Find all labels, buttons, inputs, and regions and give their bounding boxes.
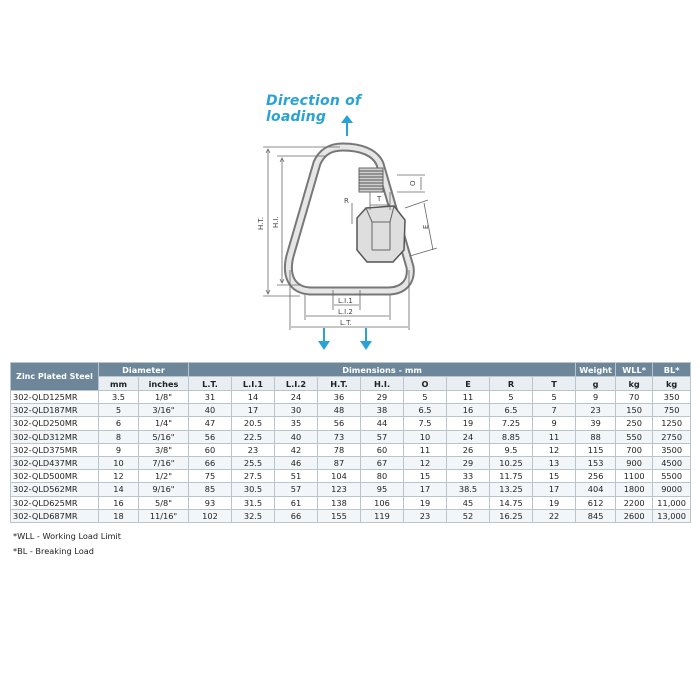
value-cell: 45 <box>447 496 490 509</box>
unit-header-cell: kg <box>653 377 691 391</box>
value-cell: 25.5 <box>232 456 275 469</box>
value-cell: 10 <box>404 430 447 443</box>
value-cell: 87 <box>318 456 361 469</box>
value-cell: 31.5 <box>232 496 275 509</box>
value-cell: 46 <box>275 456 318 469</box>
value-cell: 1/8" <box>139 391 189 404</box>
unit-header-cell: O <box>404 377 447 391</box>
unit-header-cell: mm <box>99 377 139 391</box>
value-cell: 30 <box>275 404 318 417</box>
value-cell: 12 <box>533 443 576 456</box>
model-cell: 302-QLD625MR <box>11 496 99 509</box>
value-cell: 612 <box>576 496 616 509</box>
unit-header-cell: H.I. <box>361 377 404 391</box>
value-cell: 17 <box>533 483 576 496</box>
model-cell: 302-QLD312MR <box>11 430 99 443</box>
value-cell: 22.5 <box>232 430 275 443</box>
value-cell: 10.25 <box>490 456 533 469</box>
value-cell: 20.5 <box>232 417 275 430</box>
table-row <box>11 391 691 404</box>
value-cell: 52 <box>447 509 490 522</box>
value-cell: 56 <box>318 417 361 430</box>
value-cell: 6.5 <box>404 404 447 417</box>
value-cell: 39 <box>576 417 616 430</box>
value-cell: 9 <box>533 417 576 430</box>
model-cell: 302-QLD437MR <box>11 456 99 469</box>
value-cell: 1250 <box>653 417 691 430</box>
value-cell: 845 <box>576 509 616 522</box>
footnote-wll: *WLL - Working Load Limit <box>13 531 122 541</box>
value-cell: 14.75 <box>490 496 533 509</box>
model-cell: 302-QLD250MR <box>11 417 99 430</box>
value-cell: 3/16" <box>139 404 189 417</box>
value-cell: 22 <box>533 509 576 522</box>
unit-header-cell: g <box>576 377 616 391</box>
value-cell: 36 <box>318 391 361 404</box>
value-cell: 61 <box>275 496 318 509</box>
value-cell: 26 <box>447 443 490 456</box>
label-li1: L.I.1 <box>338 297 353 305</box>
value-cell: 11 <box>404 443 447 456</box>
label-o: O <box>409 180 417 186</box>
value-cell: 23 <box>404 509 447 522</box>
value-cell: 57 <box>361 430 404 443</box>
value-cell: 33 <box>447 470 490 483</box>
value-cell: 1/4" <box>139 417 189 430</box>
value-cell: 1/2" <box>139 470 189 483</box>
value-cell: 900 <box>616 456 653 469</box>
value-cell: 44 <box>361 417 404 430</box>
value-cell: 56 <box>189 430 232 443</box>
value-cell: 48 <box>318 404 361 417</box>
value-cell: 3/8" <box>139 443 189 456</box>
value-cell: 24 <box>275 391 318 404</box>
model-cell: 302-QLD562MR <box>11 483 99 496</box>
value-cell: 104 <box>318 470 361 483</box>
table-group-header-row <box>11 363 691 377</box>
value-cell: 4500 <box>653 456 691 469</box>
arrow-up-icon <box>341 115 353 136</box>
value-cell: 9000 <box>653 483 691 496</box>
table-row <box>11 483 691 496</box>
specifications-table <box>10 362 691 523</box>
label-ht: H.T. <box>257 216 265 230</box>
value-cell: 123 <box>318 483 361 496</box>
value-cell: 9/16" <box>139 483 189 496</box>
value-cell: 23 <box>576 404 616 417</box>
value-cell: 78 <box>318 443 361 456</box>
value-cell: 29 <box>447 456 490 469</box>
label-lt: L.T. <box>340 319 352 327</box>
value-cell: 67 <box>361 456 404 469</box>
unit-header-cell: kg <box>616 377 653 391</box>
value-cell: 13,000 <box>653 509 691 522</box>
thread-section <box>359 168 383 192</box>
value-cell: 51 <box>275 470 318 483</box>
table-row <box>11 404 691 417</box>
value-cell: 11 <box>533 430 576 443</box>
wll-header: WLL* <box>616 363 653 377</box>
unit-header-cell: E <box>447 377 490 391</box>
value-cell: 66 <box>189 456 232 469</box>
value-cell: 31 <box>189 391 232 404</box>
unit-header-cell: H.T. <box>318 377 361 391</box>
table-row <box>11 430 691 443</box>
value-cell: 8 <box>99 430 139 443</box>
value-cell: 2750 <box>653 430 691 443</box>
value-cell: 95 <box>361 483 404 496</box>
value-cell: 155 <box>318 509 361 522</box>
value-cell: 80 <box>361 470 404 483</box>
value-cell: 5500 <box>653 470 691 483</box>
value-cell: 29 <box>361 391 404 404</box>
value-cell: 14 <box>99 483 139 496</box>
value-cell: 3500 <box>653 443 691 456</box>
value-cell: 13 <box>533 456 576 469</box>
value-cell: 5/16" <box>139 430 189 443</box>
value-cell: 5 <box>533 391 576 404</box>
value-cell: 7.25 <box>490 417 533 430</box>
value-cell: 27.5 <box>232 470 275 483</box>
value-cell: 256 <box>576 470 616 483</box>
value-cell: 75 <box>189 470 232 483</box>
value-cell: 93 <box>189 496 232 509</box>
value-cell: 88 <box>576 430 616 443</box>
value-cell: 23 <box>232 443 275 456</box>
diameter-header: Diameter <box>99 363 189 377</box>
value-cell: 57 <box>275 483 318 496</box>
value-cell: 250 <box>616 417 653 430</box>
direction-of-loading-title: Direction of loading <box>266 93 362 125</box>
value-cell: 16.25 <box>490 509 533 522</box>
value-cell: 35 <box>275 417 318 430</box>
table-row <box>11 443 691 456</box>
value-cell: 1100 <box>616 470 653 483</box>
table-row <box>11 496 691 509</box>
table-row <box>11 456 691 469</box>
value-cell: 12 <box>99 470 139 483</box>
value-cell: 11/16" <box>139 509 189 522</box>
value-cell: 119 <box>361 509 404 522</box>
hex-nut <box>357 206 405 262</box>
value-cell: 15 <box>533 470 576 483</box>
dimensions-header: Dimensions - mm <box>189 363 576 377</box>
value-cell: 18 <box>99 509 139 522</box>
value-cell: 153 <box>576 456 616 469</box>
weight-header: Weight <box>576 363 616 377</box>
value-cell: 19 <box>533 496 576 509</box>
value-cell: 30.5 <box>232 483 275 496</box>
model-cell: 302-QLD687MR <box>11 509 99 522</box>
value-cell: 11.75 <box>490 470 533 483</box>
label-li2: L.I.2 <box>338 308 353 316</box>
value-cell: 150 <box>616 404 653 417</box>
value-cell: 404 <box>576 483 616 496</box>
value-cell: 2200 <box>616 496 653 509</box>
value-cell: 5 <box>490 391 533 404</box>
value-cell: 9 <box>576 391 616 404</box>
unit-header-cell: L.T. <box>189 377 232 391</box>
value-cell: 70 <box>616 391 653 404</box>
bl-header: BL* <box>653 363 691 377</box>
value-cell: 38.5 <box>447 483 490 496</box>
label-t: T <box>377 195 382 203</box>
value-cell: 17 <box>232 404 275 417</box>
model-cell: 302-QLD125MR <box>11 391 99 404</box>
unit-header-cell: T <box>533 377 576 391</box>
table-unit-header-row <box>11 377 691 391</box>
value-cell: 17 <box>404 483 447 496</box>
value-cell: 40 <box>275 430 318 443</box>
value-cell: 19 <box>447 417 490 430</box>
value-cell: 7 <box>533 404 576 417</box>
model-cell: 302-QLD500MR <box>11 470 99 483</box>
value-cell: 47 <box>189 417 232 430</box>
value-cell: 13.25 <box>490 483 533 496</box>
value-cell: 11,000 <box>653 496 691 509</box>
value-cell: 60 <box>361 443 404 456</box>
value-cell: 85 <box>189 483 232 496</box>
value-cell: 73 <box>318 430 361 443</box>
arrow-down-icon <box>318 328 372 350</box>
value-cell: 6.5 <box>490 404 533 417</box>
label-hi: H.I. <box>272 216 280 228</box>
material-header: Zinc Plated Steel <box>11 363 99 391</box>
value-cell: 60 <box>189 443 232 456</box>
value-cell: 9 <box>99 443 139 456</box>
value-cell: 138 <box>318 496 361 509</box>
value-cell: 7.5 <box>404 417 447 430</box>
value-cell: 16 <box>447 404 490 417</box>
value-cell: 6 <box>99 417 139 430</box>
value-cell: 3.5 <box>99 391 139 404</box>
value-cell: 106 <box>361 496 404 509</box>
value-cell: 8.85 <box>490 430 533 443</box>
value-cell: 66 <box>275 509 318 522</box>
footnote-bl: *BL - Breaking Load <box>13 546 94 556</box>
value-cell: 10 <box>99 456 139 469</box>
value-cell: 32.5 <box>232 509 275 522</box>
unit-header-cell: inches <box>139 377 189 391</box>
value-cell: 14 <box>232 391 275 404</box>
unit-header-cell: R <box>490 377 533 391</box>
value-cell: 9.5 <box>490 443 533 456</box>
value-cell: 7/16" <box>139 456 189 469</box>
unit-header-cell: L.I.2 <box>275 377 318 391</box>
value-cell: 24 <box>447 430 490 443</box>
unit-header-cell: L.I.1 <box>232 377 275 391</box>
model-cell: 302-QLD375MR <box>11 443 99 456</box>
value-cell: 1800 <box>616 483 653 496</box>
value-cell: 16 <box>99 496 139 509</box>
value-cell: 350 <box>653 391 691 404</box>
value-cell: 12 <box>404 456 447 469</box>
table-row <box>11 417 691 430</box>
value-cell: 750 <box>653 404 691 417</box>
value-cell: 2600 <box>616 509 653 522</box>
value-cell: 5 <box>99 404 139 417</box>
value-cell: 102 <box>189 509 232 522</box>
label-r: R <box>344 197 349 205</box>
table-row <box>11 470 691 483</box>
value-cell: 5 <box>404 391 447 404</box>
table-body <box>11 391 691 523</box>
value-cell: 40 <box>189 404 232 417</box>
value-cell: 15 <box>404 470 447 483</box>
value-cell: 115 <box>576 443 616 456</box>
value-cell: 11 <box>447 391 490 404</box>
value-cell: 19 <box>404 496 447 509</box>
model-cell: 302-QLD187MR <box>11 404 99 417</box>
value-cell: 550 <box>616 430 653 443</box>
table-row <box>11 509 691 522</box>
value-cell: 700 <box>616 443 653 456</box>
value-cell: 5/8" <box>139 496 189 509</box>
value-cell: 38 <box>361 404 404 417</box>
label-e: E <box>422 224 430 229</box>
value-cell: 42 <box>275 443 318 456</box>
